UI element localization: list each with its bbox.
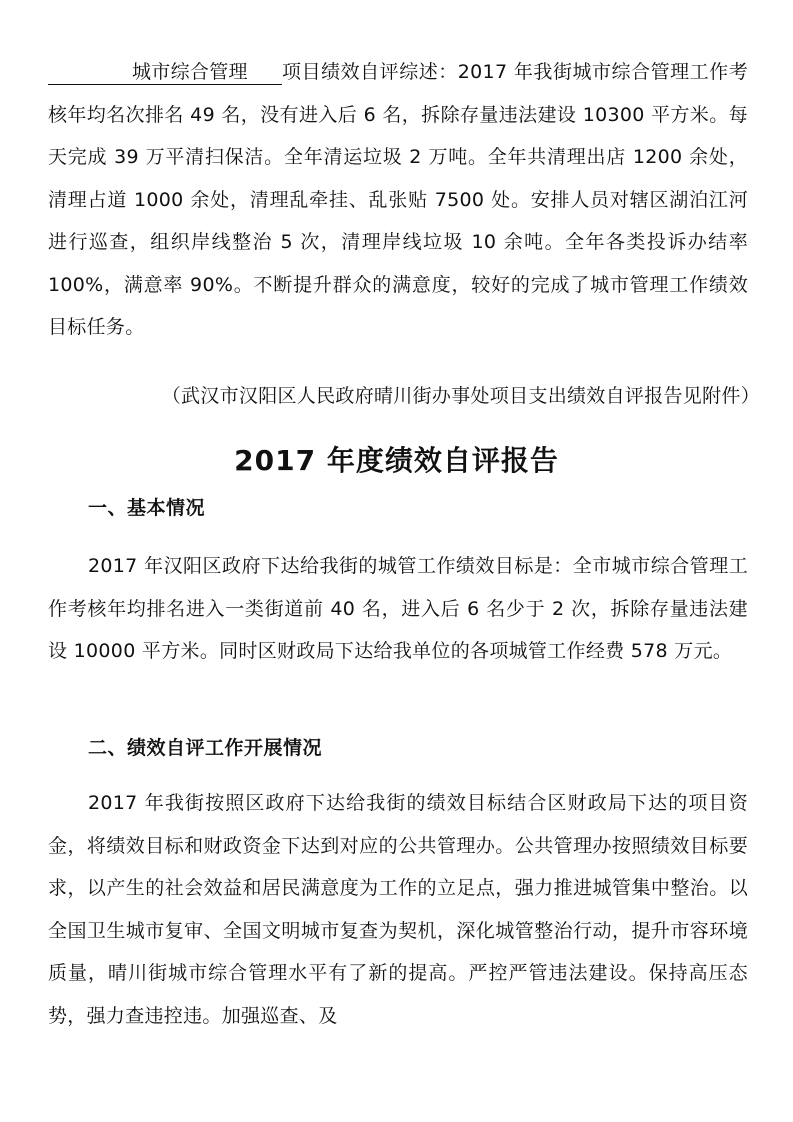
- project-name: 城市综合管理: [132, 61, 248, 83]
- project-name-underlined: [48, 60, 282, 85]
- attachment-note: （武汉市汉阳区人民政府晴川街办事处项目支出绩效自评报告见附件）: [161, 385, 760, 407]
- section-self-evaluation-text: 2017 年我街按照区政府下达给我街的绩效目标结合区财政局下达的项目资金，将绩效目标和财政资金下达到对应的公共管理办。公共管理办按照绩效目标要求，以产生的社会效益和居民满意度为工作的立足点，强力推进城管集中整治。以全国卫生城市复审、全国文明城市复查为契机，深化城管整治行动，提升市容环境质量，晴川街城市综合管理水平有了新的提高。严控严管违法建设。保持高压态势，强力查违控违。加强巡查、及: [48, 792, 748, 1027]
- report-title: 2017 年度绩效自评报告: [234, 444, 559, 477]
- section-basic-info-text: 2017 年汉阳区政府下达给我街的城管工作绩效目标是：全市城市综合管理工作考核年均排名进入一类街道前 40 名，进入后 6 名少于 2 次，拆除存量违法建设 10000 平方米。同时区财政局下达给我单位的各项城管工作经费 578 万元。: [48, 555, 748, 662]
- section-heading-basic-info: 一、基本情况: [88, 497, 206, 519]
- section-heading-self-evaluation: 二、绩效自评工作开展情况: [88, 737, 323, 759]
- summary-paragraph: [48, 51, 748, 349]
- summary-text: 项目绩效自评综述：2017 年我街城市综合管理工作考核年均名次排名 49 名，没有进入后 6 名，拆除存量违法建设 10300 平方米。每天完成 39 万平清扫保洁。全年清运垃圾 2 万吨。全年共清理出店 1200 余处，清理占道 1000 余处，清理乱牵挂、乱张贴 7500 处。安排人员对辖区湖泊江河进行巡查，组织岸线整治 5 次，清理岸线垃圾 10 余吨。全年各类投诉办结率 100%，满意率 90%。不断提升群众的满意度，较好的完成了城市管理工作绩效目标任务。: [48, 61, 748, 338]
